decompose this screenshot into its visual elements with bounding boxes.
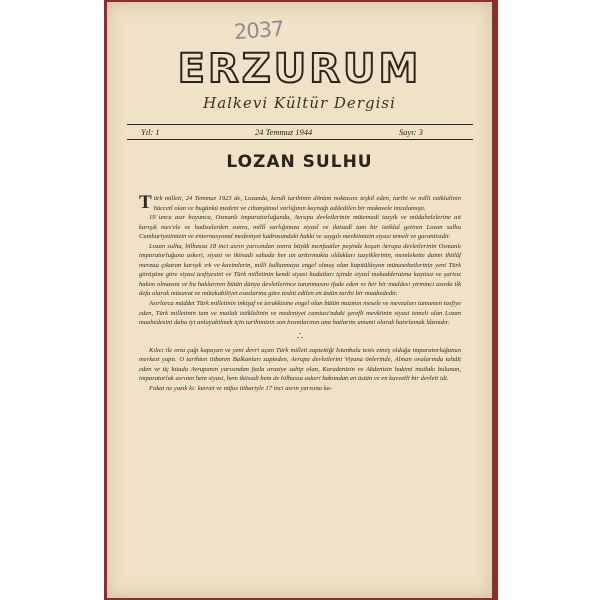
magazine-page xyxy=(107,2,492,598)
article-body xyxy=(139,194,461,393)
article-title: LOZAN SULHU xyxy=(226,152,373,172)
paragraph: 19 uncu asır boyunca, Osmanlı imparatorluğunda, Avrupa devletlerinin mütemadi tazyik ve müdahelelerine ait karışık mes'ele ve hadiselerden sonra, millî varlığımıza siyasî ve iktisadî tam bir istiklal getiren Lozan sulhu Cumhuriyetimizin ve enternasyonal medeniyet kadrosundaki hakkı ve saygılı mevkiimizin siyasi temeli ve garantisidir. xyxy=(139,214,461,241)
paragraph: Fakat ne yazık ki: kuvvet ve nüfus itibariyle 17 inci asrın yarısına ka- xyxy=(149,384,333,392)
issue-date: 24 Temmuz 1944 xyxy=(255,127,313,137)
issue-number: Sayı: 3 xyxy=(399,127,423,137)
issue-bottom-rule xyxy=(127,139,473,140)
issue-volume: Yıl: 1 xyxy=(141,127,160,137)
accession-number: 2037 xyxy=(233,16,285,45)
issue-top-rule xyxy=(127,124,473,125)
paragraph: Asırlarca müddet Türk milletinin inkişaf ve terakkisine engel olan bütün mazmın mesele ve mevzuları tamamen tasfiye eden, Türk milletinin tam ve mutlak istiklalinin ve medeniyet camiası'ndaki şerefli mevkiinin siyasi temeli olan Lozan muahedesini daha iyi anlayabilmek için tarihimizin son hısımlarının ana hatlarını umumi olarak hatırlamak lâzımdır. xyxy=(139,300,461,327)
masthead-subtitle: Halkevi Kültür Dergisi xyxy=(203,94,396,112)
paragraph: Lozan sulhu, bilhassa 18 inci asrın yarısından sonra büyük menfaatler peşinde koşan Avrupa devletlerinin Osmanlı imparatorluğuna askeri, siyasi ve iktisadi sahada her an arttırmakta oldukları tazyiklerinin, memlekette daimi ihtilâf mevzuu çıkaran karışık ırk ve kavimlerin, milli kalkınmaya engel olmuş olan kapitülâsyon münasebetlerinin yeni Türk görüşüne göre siyasi tesfiyesini ve Türk milletinin kendi siyasi hudutları içinde siyasî mukadderatına kayıtsız ve şartsız hakim olmasını ve bu haklarının bütün dünya devletlerince tanınmasını ifade eden ve her bir maddesi yirminci asırda ilk defa olarak müsavat ve mütekabiliyet esaslarına göre tesbit edilen en üstün tarihi bir muahededir. xyxy=(139,242,461,298)
issue-info-line xyxy=(127,127,473,139)
masthead-title: ERZURUM xyxy=(177,46,422,92)
paragraph: Türk milleti, 24 Temmuz 1923 de, Lozanda, kendi tarihinin dönüm noktasını teşkil eden, tarihi ve milli istiklalinin hüccetî olan ve bugünkü medeni ve cihanşümul varlığının kaynağı addedilen bir mukavele imzalamıştı. xyxy=(139,192,461,213)
section-ornament: ∴ xyxy=(296,330,304,342)
paragraph: Kılıcı ile orta çağı kapayan ve yeni devri açan Türk milleti zaptettiği İstanbulu tesis etmiş olduğu imparatorluğunun merkezi yaptı. O tarihten itibaren Balkanları zapteden, Avrupa devletlerini Viyana önlerinde, Alman ovalarında tahdit eden ve üç kıtada Avrupanın yarısından fazla araziye sahip olan, Karadenizin ve Akdenizin hakimi mutlakı bulunan, imparatorluk asrının hem siyasi, hem iktisadi hem de bilhassa askeri bakımdan en üstün ve en kuvvetli bir devleti idi. xyxy=(139,346,461,383)
drop-cap: T xyxy=(139,192,152,213)
